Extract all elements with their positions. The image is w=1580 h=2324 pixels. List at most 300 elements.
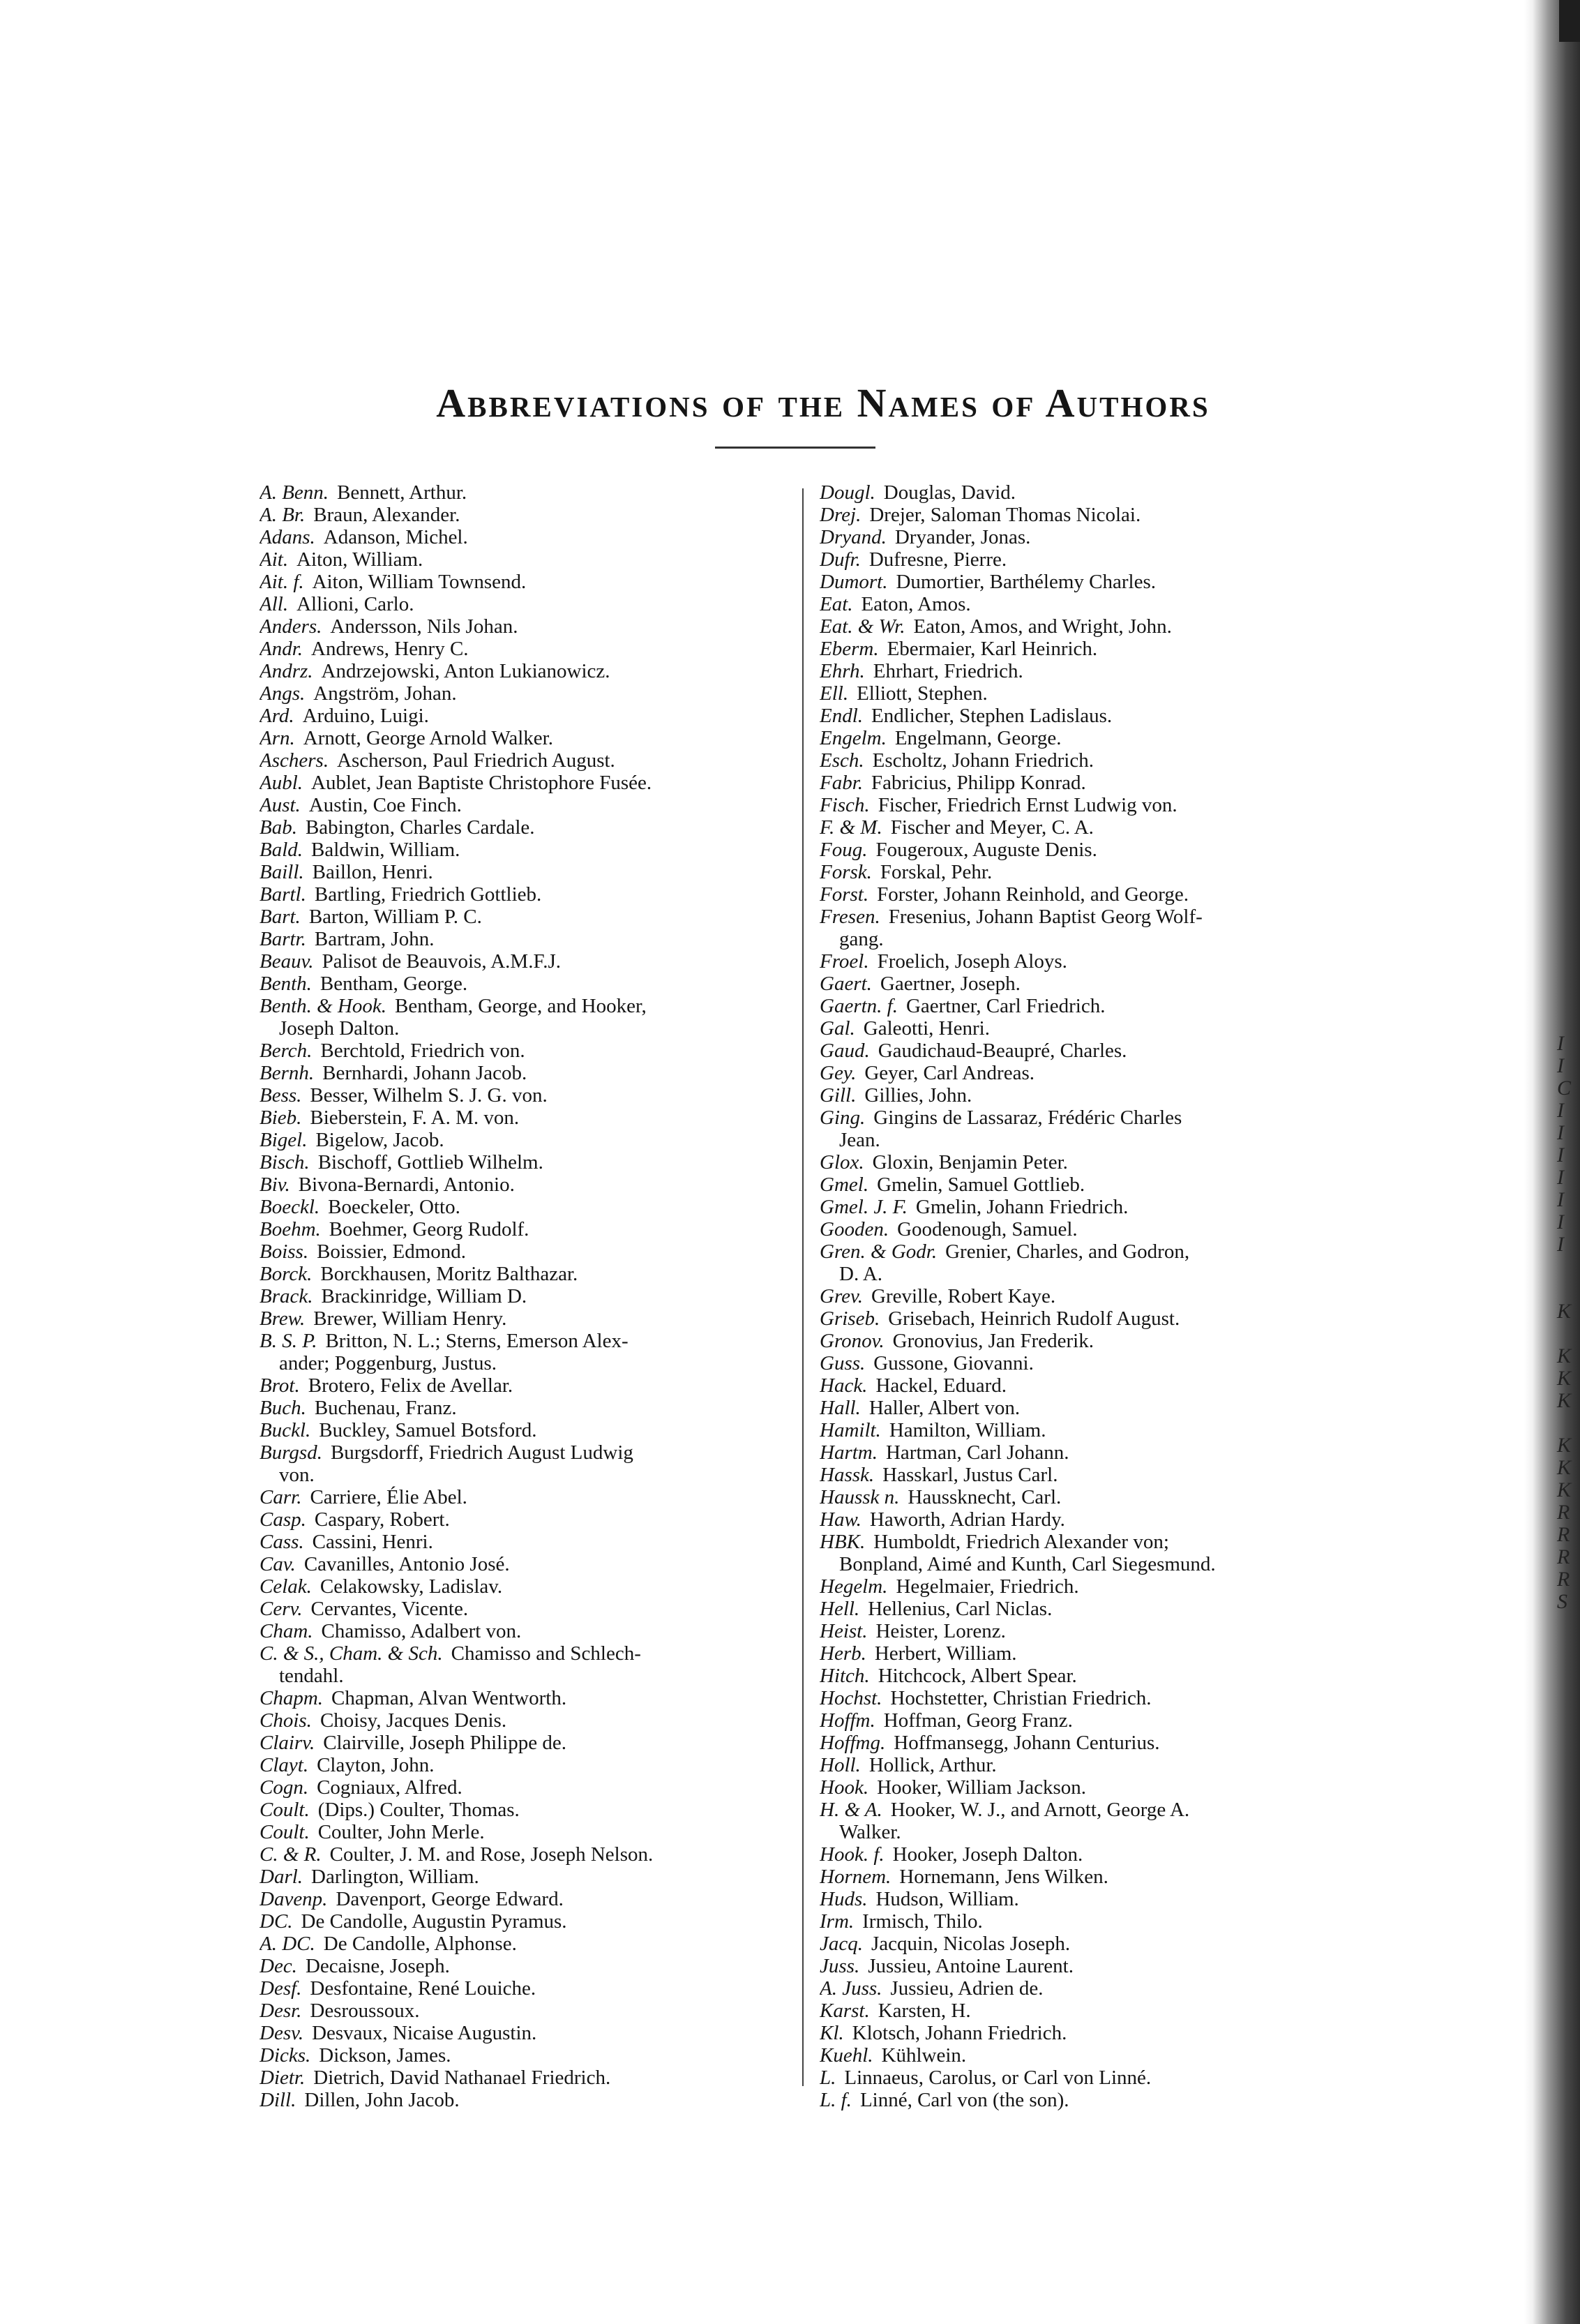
author-abbreviation: Bart. (259, 906, 301, 928)
abbreviation-entry (259, 1732, 797, 1754)
author-name: Allioni, Carlo. (296, 593, 414, 615)
author-name: Andersson, Nils Johan. (330, 615, 518, 638)
author-abbreviation: Darl. (259, 1866, 303, 1888)
abbreviation-entry (820, 839, 1357, 861)
abbreviation-entry (820, 1017, 1357, 1040)
abbreviation-entry (259, 749, 797, 772)
abbreviation-entry (259, 1285, 797, 1307)
author-name: Elliott, Stephen. (857, 682, 988, 705)
author-name: Hackel, Eduard. (875, 1374, 1007, 1397)
edge-letter: I (1557, 1188, 1564, 1211)
author-abbreviation: Engelm. (820, 727, 887, 749)
author-name: Arnott, George Arnold Walker. (303, 727, 553, 749)
author-abbreviation: Forst. (820, 883, 869, 906)
author-abbreviation: Huds. (820, 1888, 868, 1910)
abbreviation-entry (820, 1196, 1357, 1218)
author-abbreviation: Brack. (259, 1285, 313, 1307)
abbreviation-entry (259, 1531, 797, 1553)
abbreviation-entry (820, 1352, 1357, 1374)
abbreviation-entry (259, 1709, 797, 1732)
author-abbreviation: Bieb. (259, 1107, 302, 1129)
author-abbreviation: Foug. (820, 839, 868, 861)
edge-letter (1557, 1278, 1578, 1300)
abbreviation-entry (259, 2089, 797, 2111)
author-abbreviation: F. & M. (820, 816, 882, 839)
abbreviation-entry (820, 504, 1357, 526)
abbreviation-entry (820, 593, 1357, 615)
author-name: Gaertner, Joseph. (880, 973, 1021, 995)
abbreviation-entry (259, 1866, 797, 1888)
author-abbreviation: C. & S., Cham. & Sch. (259, 1642, 443, 1665)
author-name: Dumortier, Barthélemy Charles. (896, 571, 1156, 593)
author-abbreviation: Bess. (259, 1084, 302, 1107)
author-name: Fresenius, Johann Baptist Georg Wolf- (888, 906, 1203, 928)
abbreviation-entry (259, 1218, 797, 1240)
abbreviation-entry (820, 1464, 1357, 1486)
abbreviation-entry (820, 1665, 1357, 1687)
abbreviation-entry (820, 1441, 1357, 1464)
author-abbreviation: Gill. (820, 1084, 857, 1107)
author-abbreviation: A. Juss. (820, 1977, 882, 2000)
author-name: Barton, William P. C. (308, 906, 482, 928)
edge-letter (1557, 1323, 1578, 1345)
author-name: Dufresne, Pierre. (868, 548, 1007, 571)
abbreviation-entry (259, 615, 797, 638)
author-abbreviation: Chapm. (259, 1687, 324, 1709)
abbreviation-entry (259, 1776, 797, 1799)
author-name: Clayton, John. (317, 1754, 435, 1776)
author-name: Coulter, J. M. and Rose, Joseph Nelson. (329, 1843, 654, 1866)
abbreviation-entry (820, 2089, 1357, 2111)
author-name: Hartman, Carl Johann. (885, 1441, 1069, 1464)
abbreviation-entry (820, 816, 1357, 839)
author-abbreviation: Juss. (820, 1955, 860, 1977)
abbreviation-entry (259, 1955, 797, 1977)
author-name: Haller, Albert von. (868, 1397, 1021, 1419)
author-abbreviation: Holl. (820, 1754, 861, 1776)
author-name: (Dips.) Coulter, Thomas. (317, 1799, 520, 1821)
author-name: Grisebach, Heinrich Rudolf August. (888, 1307, 1180, 1330)
author-abbreviation: Gmel. (820, 1174, 869, 1196)
abbreviation-entry (820, 571, 1357, 593)
author-abbreviation: L. (820, 2067, 836, 2089)
abbreviation-entry (259, 1821, 797, 1843)
author-abbreviation: Andr. (259, 638, 303, 660)
abbreviation-entry (259, 1553, 797, 1575)
abbreviation-entry (259, 1062, 797, 1084)
author-name: Cervantes, Vicente. (310, 1598, 469, 1620)
abbreviation-entry (259, 1687, 797, 1709)
author-abbreviation: Eat. (820, 593, 853, 615)
author-name: De Candolle, Augustin Pyramus. (301, 1910, 567, 1933)
author-name: Hamilton, William. (889, 1419, 1046, 1441)
author-name: Arduino, Luigi. (302, 705, 429, 727)
author-name: Adanson, Michel. (323, 526, 468, 548)
author-abbreviation: Cham. (259, 1620, 313, 1642)
author-name: Buchenau, Franz. (314, 1397, 457, 1419)
author-name-continuation: Bonpland, Aimé and Kunth, Carl Siegesmund. (839, 1553, 1216, 1575)
abbreviation-entry (820, 995, 1357, 1017)
edge-letter: K (1557, 1344, 1572, 1367)
author-name-continuation: von. (279, 1464, 315, 1486)
abbreviation-entry (259, 2067, 797, 2089)
author-name: Aiton, William Townsend. (312, 571, 527, 593)
author-abbreviation: Heist. (820, 1620, 868, 1642)
author-abbreviation: Hall. (820, 1397, 861, 1419)
author-name: Desfontaine, René Louiche. (310, 1977, 536, 2000)
author-name: Berchtold, Friedrich von. (320, 1040, 525, 1062)
author-abbreviation: Buch. (259, 1397, 306, 1419)
author-abbreviation: Bartr. (259, 928, 306, 950)
abbreviation-entry (820, 1598, 1357, 1620)
adjacent-page-letters (1557, 1033, 1578, 1613)
abbreviation-entry (259, 1575, 797, 1598)
author-name: Hellenius, Carl Niclas. (868, 1598, 1053, 1620)
abbreviation-entry (820, 861, 1357, 883)
edge-letter: I (1557, 1144, 1564, 1167)
edge-letter: K (1557, 1300, 1572, 1323)
author-abbreviation: Bigel. (259, 1129, 308, 1151)
author-abbreviation: DC. (259, 1910, 293, 1933)
author-abbreviation: Kuehl. (820, 2044, 873, 2067)
abbreviation-entry (259, 928, 797, 950)
author-abbreviation: Endl. (820, 705, 864, 727)
author-name: Ascherson, Paul Friedrich August. (337, 749, 615, 772)
abbreviation-entry (259, 593, 797, 615)
author-abbreviation: Dryand. (820, 526, 887, 548)
abbreviation-entry (820, 2022, 1357, 2044)
author-name: Kühlwein. (881, 2044, 967, 2067)
author-name: Galeotti, Henri. (863, 1017, 990, 1040)
author-abbreviation: Fisch. (820, 794, 870, 816)
abbreviation-entry (820, 1218, 1357, 1240)
author-name: Gingins de Lassaraz, Frédéric Charles (873, 1107, 1182, 1129)
abbreviation-entry (820, 1307, 1357, 1330)
abbreviation-entry (820, 1084, 1357, 1107)
edge-letter: I (1557, 1233, 1564, 1256)
author-abbreviation: B. S. P. (259, 1330, 317, 1352)
abbreviation-entry (259, 1397, 797, 1419)
author-name: Choisy, Jacques Denis. (319, 1709, 507, 1732)
author-abbreviation: Dicks. (259, 2044, 311, 2067)
abbreviation-entry (259, 1174, 797, 1196)
abbreviation-entry (820, 1240, 1357, 1263)
author-name: Dickson, James. (319, 2044, 451, 2067)
abbreviation-entry (259, 1441, 797, 1464)
author-abbreviation: Hitch. (820, 1665, 870, 1687)
author-name: Bieberstein, F. A. M. von. (310, 1107, 520, 1129)
author-abbreviation: Aschers. (259, 749, 329, 772)
abbreviation-entry (259, 1598, 797, 1620)
page-title: Abbreviations of the Names of Authors (436, 380, 1210, 426)
author-abbreviation: Desf. (259, 1977, 302, 2000)
author-abbreviation: Guss. (820, 1352, 866, 1374)
author-name: Desroussoux. (310, 2000, 420, 2022)
author-abbreviation: Haw. (820, 1508, 862, 1531)
author-abbreviation: Benth. (259, 973, 312, 995)
abbreviation-entry (820, 1285, 1357, 1307)
author-name: Aiton, William. (296, 548, 423, 571)
abbreviation-entry (259, 2022, 797, 2044)
author-name: Dietrich, David Nathanael Friedrich. (313, 2067, 611, 2089)
author-abbreviation: Cass. (259, 1531, 304, 1553)
author-name: Hasskarl, Justus Carl. (882, 1464, 1058, 1486)
abbreviation-entry (820, 1419, 1357, 1441)
author-name: Jussieu, Adrien de. (890, 1977, 1044, 2000)
author-abbreviation: Gooden. (820, 1218, 889, 1240)
author-name: Boehmer, Georg Rudolf. (329, 1218, 529, 1240)
author-name: Britton, N. L.; Sterns, Emerson Alex- (325, 1330, 629, 1352)
author-abbreviation: Borck. (259, 1263, 313, 1285)
author-name: Hegelmaier, Friedrich. (896, 1575, 1079, 1598)
author-name-continuation: tendahl. (279, 1665, 344, 1687)
author-name: Angström, Johan. (313, 682, 457, 705)
author-abbreviation: Celak. (259, 1575, 312, 1598)
abbreviation-entry (820, 705, 1357, 727)
author-name-continuation: ander; Poggenburg, Justus. (279, 1352, 497, 1374)
edge-letter: K (1557, 1367, 1572, 1390)
author-name: Drejer, Saloman Thomas Nicolai. (869, 504, 1141, 526)
author-name: Brotero, Felix de Avellar. (308, 1374, 513, 1397)
author-name-continuation: Jean. (839, 1129, 880, 1151)
abbreviation-entry (259, 1799, 797, 1821)
author-name: Coulter, John Merle. (317, 1821, 485, 1843)
abbreviation-entry (820, 615, 1357, 638)
abbreviation-entry (259, 548, 797, 571)
author-name: Bentham, George. (319, 973, 468, 995)
author-name: Jacquin, Nicolas Joseph. (871, 1933, 1071, 1955)
abbreviation-entry (259, 1151, 797, 1174)
author-abbreviation: A. Br. (259, 504, 306, 526)
author-abbreviation: Esch. (820, 749, 864, 772)
author-name: Hollick, Arthur. (868, 1754, 997, 1776)
author-name: Gaudichaud-Beaupré, Charles. (878, 1040, 1127, 1062)
author-abbreviation: Gaud. (820, 1040, 870, 1062)
author-name: Clairville, Joseph Philippe de. (323, 1732, 566, 1754)
author-abbreviation: Anders. (259, 615, 322, 638)
author-name: Aublet, Jean Baptiste Christophore Fusée. (311, 772, 652, 794)
author-name-continuation: gang. (839, 928, 884, 950)
author-abbreviation: Ehrh. (820, 660, 865, 682)
author-name: Chapman, Alvan Wentworth. (331, 1687, 567, 1709)
author-name: Cogniaux, Alfred. (317, 1776, 462, 1799)
author-name: Carriere, Élie Abel. (310, 1486, 467, 1508)
abbreviation-entry (259, 682, 797, 705)
abbreviation-entry (259, 839, 797, 861)
author-name: Douglas, David. (883, 481, 1016, 504)
author-name: Hitchcock, Albert Spear. (878, 1665, 1077, 1687)
author-abbreviation: Bisch. (259, 1151, 310, 1174)
author-name: Austin, Coe Finch. (308, 794, 462, 816)
abbreviation-entry (820, 749, 1357, 772)
author-abbreviation: Forsk. (820, 861, 872, 883)
author-abbreviation: Arn. (259, 727, 295, 749)
edge-letter: R (1557, 1545, 1570, 1568)
author-abbreviation: Gronov. (820, 1330, 885, 1352)
abbreviation-entry (259, 1330, 797, 1352)
edge-letter: K (1557, 1434, 1572, 1457)
author-name: Irmisch, Thilo. (862, 1910, 983, 1933)
author-abbreviation: Casp. (259, 1508, 306, 1531)
author-abbreviation: Boehm. (259, 1218, 321, 1240)
author-name: Fabricius, Philipp Konrad. (871, 772, 1086, 794)
author-name: Bartling, Friedrich Gottlieb. (314, 883, 542, 906)
author-name: Fischer and Meyer, C. A. (890, 816, 1094, 839)
author-abbreviation: Biv. (259, 1174, 290, 1196)
abbreviation-entry (820, 1933, 1357, 1955)
author-name: Engelmann, George. (894, 727, 1062, 749)
author-name: Boissier, Edmond. (317, 1240, 467, 1263)
abbreviation-entry (259, 995, 797, 1017)
abbreviation-entry (259, 504, 797, 526)
author-name-continuation: D. A. (839, 1263, 883, 1285)
abbreviation-entry (820, 682, 1357, 705)
abbreviation-entry (820, 1397, 1357, 1419)
author-abbreviation: Dougl. (820, 481, 875, 504)
author-abbreviation: Brot. (259, 1374, 300, 1397)
abbreviation-entry (259, 481, 797, 504)
author-abbreviation: Gaertn. f. (820, 995, 898, 1017)
author-abbreviation: Burgsd. (259, 1441, 322, 1464)
author-name: Hoffman, Georg Franz. (883, 1709, 1073, 1732)
author-name: Gillies, John. (864, 1084, 972, 1107)
author-name: Braun, Alexander. (313, 504, 460, 526)
author-abbreviation: Hegelm. (820, 1575, 888, 1598)
author-name: Haussknecht, Carl. (908, 1486, 1062, 1508)
author-name: Fougeroux, Auguste Denis. (875, 839, 1097, 861)
author-abbreviation: Desr. (259, 2000, 302, 2022)
abbreviation-entry (820, 548, 1357, 571)
abbreviation-entry (259, 883, 797, 906)
abbreviation-entry (259, 1754, 797, 1776)
author-name: Endlicher, Stephen Ladislaus. (871, 705, 1113, 727)
abbreviation-entry (820, 1174, 1357, 1196)
edge-letter: I (1557, 1210, 1564, 1234)
column-divider (802, 488, 804, 2086)
author-name: Bartram, John. (314, 928, 435, 950)
author-abbreviation: Clayt. (259, 1754, 309, 1776)
author-abbreviation: Coult. (259, 1799, 310, 1821)
author-abbreviation: Ging. (820, 1107, 866, 1129)
author-name: Greville, Robert Kaye. (871, 1285, 1056, 1307)
abbreviation-entry (259, 1843, 797, 1866)
author-abbreviation: Gey. (820, 1062, 857, 1084)
abbreviation-entry (820, 1910, 1357, 1933)
abbreviation-entry (259, 1107, 797, 1129)
author-abbreviation: Carr. (259, 1486, 302, 1508)
author-abbreviation: Hamilt. (820, 1419, 881, 1441)
author-name: Bigelow, Jacob. (315, 1129, 444, 1151)
author-abbreviation: Kl. (820, 2022, 844, 2044)
abbreviation-entry (820, 772, 1357, 794)
author-name: Hooker, William Jackson. (877, 1776, 1087, 1799)
author-abbreviation: Glox. (820, 1151, 864, 1174)
author-name: Brewer, William Henry. (313, 1307, 507, 1330)
author-abbreviation: Hoffmg. (820, 1732, 886, 1754)
author-abbreviation: Aust. (259, 794, 301, 816)
author-abbreviation: Bald. (259, 839, 303, 861)
author-abbreviation: Karst. (820, 2000, 870, 2022)
author-abbreviation: Dill. (259, 2089, 296, 2111)
author-name: Escholtz, Johann Friedrich. (872, 749, 1094, 772)
author-abbreviation: Dumort. (820, 571, 888, 593)
author-abbreviation: Andrz. (259, 660, 313, 682)
abbreviation-entry (820, 1642, 1357, 1665)
author-name: Hooker, W. J., and Arnott, George A. (890, 1799, 1190, 1821)
author-name: Decaisne, Joseph. (305, 1955, 450, 1977)
abbreviation-entry (259, 1977, 797, 2000)
author-abbreviation: Hook. (820, 1776, 869, 1799)
abbreviation-entry (259, 660, 797, 682)
author-name: Bivona-Bernardi, Antonio. (298, 1174, 515, 1196)
author-abbreviation: Brew. (259, 1307, 306, 1330)
author-name: Darlington, William. (311, 1866, 479, 1888)
author-abbreviation: Eberm. (820, 638, 879, 660)
author-abbreviation: Ard. (259, 705, 294, 727)
author-abbreviation: Coult. (259, 1821, 310, 1843)
right-column (820, 481, 1357, 2111)
author-abbreviation: Beauv. (259, 950, 314, 973)
author-name: Humboldt, Friedrich Alexander von; (873, 1531, 1169, 1553)
edge-letter: I (1557, 1121, 1564, 1144)
abbreviation-entry (259, 2044, 797, 2067)
abbreviation-entry (820, 883, 1357, 906)
abbreviation-entry (259, 2000, 797, 2022)
abbreviation-entry (820, 1062, 1357, 1084)
author-abbreviation: Dietr. (259, 2067, 306, 2089)
edge-letter: K (1557, 1456, 1572, 1479)
author-abbreviation: Benth. & Hook. (259, 995, 387, 1017)
author-abbreviation: Hoffm. (820, 1709, 875, 1732)
author-abbreviation: Desv. (259, 2022, 304, 2044)
author-abbreviation: Griseb. (820, 1307, 880, 1330)
author-name: Jussieu, Antoine Laurent. (868, 1955, 1074, 1977)
author-name: Desvaux, Nicaise Augustin. (312, 2022, 537, 2044)
author-abbreviation: A. DC. (259, 1933, 315, 1955)
abbreviation-entry (820, 906, 1357, 928)
author-name: Bischoff, Gottlieb Wilhelm. (317, 1151, 543, 1174)
author-abbreviation: Drej. (820, 504, 862, 526)
edge-letter: R (1557, 1523, 1570, 1546)
author-name: Gmelin, Johann Friedrich. (915, 1196, 1129, 1218)
author-name: Brackinridge, William D. (321, 1285, 527, 1307)
author-name: Cassini, Henri. (312, 1531, 433, 1553)
author-abbreviation: Hack. (820, 1374, 868, 1397)
abbreviation-entry (820, 1575, 1357, 1598)
abbreviation-entry (820, 2000, 1357, 2022)
author-abbreviation: Gren. & Godr. (820, 1240, 938, 1263)
abbreviation-entry (820, 794, 1357, 816)
edge-letter: I (1557, 1099, 1564, 1122)
author-abbreviation: Davenp. (259, 1888, 328, 1910)
author-abbreviation: Hornem. (820, 1866, 891, 1888)
abbreviation-entry (259, 973, 797, 995)
abbreviation-entry (259, 1263, 797, 1285)
abbreviation-entry (259, 772, 797, 794)
author-abbreviation: Herb. (820, 1642, 866, 1665)
author-name: Davenport, George Edward. (336, 1888, 564, 1910)
author-abbreviation: Hassk. (820, 1464, 875, 1486)
author-name: Eaton, Amos, and Wright, John. (913, 615, 1172, 638)
abbreviation-entry (820, 1374, 1357, 1397)
author-abbreviation: Chois. (259, 1709, 312, 1732)
author-abbreviation: Boeckl. (259, 1196, 320, 1218)
abbreviation-entry (259, 861, 797, 883)
abbreviation-entry (820, 1040, 1357, 1062)
author-name: Geyer, Carl Andreas. (864, 1062, 1034, 1084)
author-name: Cavanilles, Antonio José. (303, 1553, 510, 1575)
abbreviation-entry (820, 1508, 1357, 1531)
